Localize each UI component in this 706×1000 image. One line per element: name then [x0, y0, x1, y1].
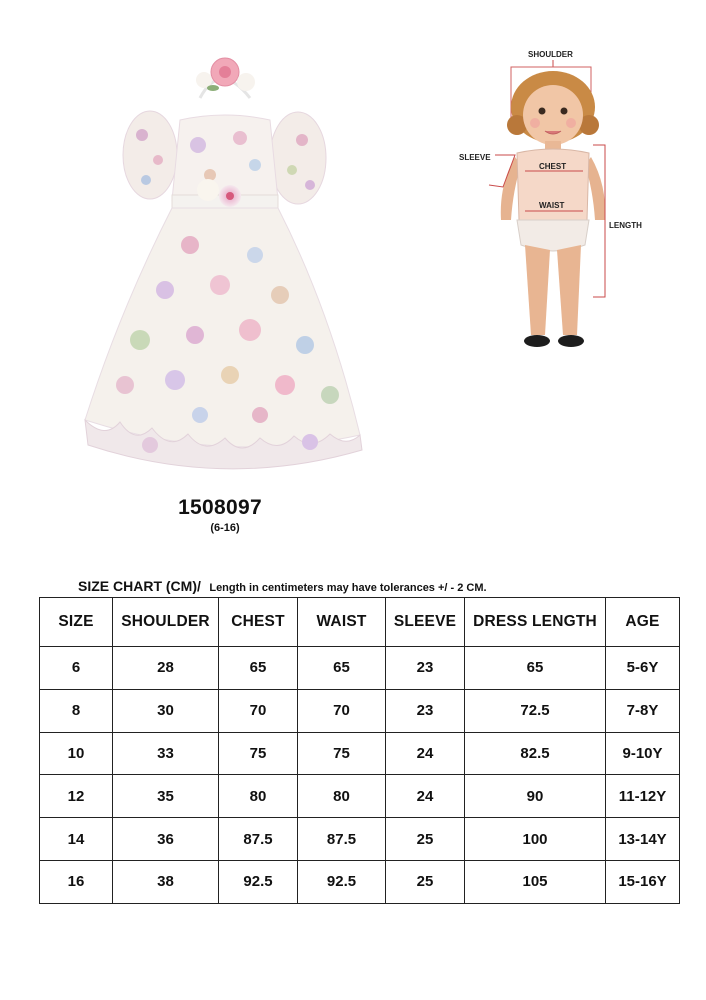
product-code: 1508097: [178, 496, 262, 519]
header-size: SIZE: [40, 598, 113, 647]
cell-dress-length: 105: [465, 860, 606, 903]
chest-label: CHEST: [539, 162, 567, 171]
cell-waist: 70: [298, 689, 386, 732]
cell-sleeve: 23: [386, 689, 465, 732]
cell-shoulder: 30: [113, 689, 219, 732]
cell-waist: 92.5: [298, 860, 386, 903]
cell-chest: 75: [219, 732, 298, 775]
cell-shoulder: 35: [113, 775, 219, 818]
cell-age: 15-16Y: [606, 860, 680, 903]
cell-sleeve: 24: [386, 775, 465, 818]
cell-chest: 70: [219, 689, 298, 732]
cell-age: 5-6Y: [606, 647, 680, 690]
header-dress-length: DRESS LENGTH: [465, 598, 606, 647]
header-waist: WAIST: [298, 598, 386, 647]
shoulder-label: SHOULDER: [528, 50, 573, 59]
cell-waist: 65: [298, 647, 386, 690]
table-row: [40, 860, 680, 903]
cell-chest: 80: [219, 775, 298, 818]
product-size-range: (6-16): [210, 522, 240, 534]
dress-product-image: [80, 50, 370, 490]
size-chart-heading: [78, 578, 487, 596]
header-sleeve: SLEEVE: [386, 598, 465, 647]
table-row: [40, 732, 680, 775]
cell-dress-length: 90: [465, 775, 606, 818]
sleeve-label: SLEEVE: [459, 153, 491, 162]
cell-dress-length: 65: [465, 647, 606, 690]
cell-waist: 87.5: [298, 818, 386, 861]
cell-chest: 92.5: [219, 860, 298, 903]
header-chest: CHEST: [219, 598, 298, 647]
cell-sleeve: 23: [386, 647, 465, 690]
cell-dress-length: 82.5: [465, 732, 606, 775]
size-chart-table: [39, 597, 680, 904]
waist-label: WAIST: [539, 201, 565, 210]
table-row: [40, 775, 680, 818]
cell-age: 9-10Y: [606, 732, 680, 775]
cell-age: 13-14Y: [606, 818, 680, 861]
cell-waist: 80: [298, 775, 386, 818]
cell-dress-length: 72.5: [465, 689, 606, 732]
cell-size: 8: [40, 689, 113, 732]
cell-shoulder: 36: [113, 818, 219, 861]
cell-size: 12: [40, 775, 113, 818]
cell-shoulder: 33: [113, 732, 219, 775]
cell-sleeve: 24: [386, 732, 465, 775]
size-chart-title: SIZE CHART (CM)/: [78, 578, 201, 594]
size-chart-note: Length in centimeters may have tolerances +/ - 2 CM.: [209, 582, 487, 594]
header-age: AGE: [606, 598, 680, 647]
cell-age: 11-12Y: [606, 775, 680, 818]
cell-chest: 65: [219, 647, 298, 690]
cell-shoulder: 38: [113, 860, 219, 903]
cell-size: 16: [40, 860, 113, 903]
cell-size: 10: [40, 732, 113, 775]
table-row: [40, 647, 680, 690]
length-label: LENGTH: [609, 221, 642, 230]
cell-shoulder: 28: [113, 647, 219, 690]
table-header-row: [40, 598, 680, 647]
header-shoulder: SHOULDER: [113, 598, 219, 647]
girl-measurement-illustration: [455, 45, 655, 360]
cell-size: 6: [40, 647, 113, 690]
dress-illustration: [80, 50, 370, 490]
cell-age: 7-8Y: [606, 689, 680, 732]
measurement-diagram: [455, 45, 655, 360]
table-row: [40, 689, 680, 732]
table-row: [40, 818, 680, 861]
cell-chest: 87.5: [219, 818, 298, 861]
cell-sleeve: 25: [386, 818, 465, 861]
cell-sleeve: 25: [386, 860, 465, 903]
cell-size: 14: [40, 818, 113, 861]
cell-waist: 75: [298, 732, 386, 775]
cell-dress-length: 100: [465, 818, 606, 861]
